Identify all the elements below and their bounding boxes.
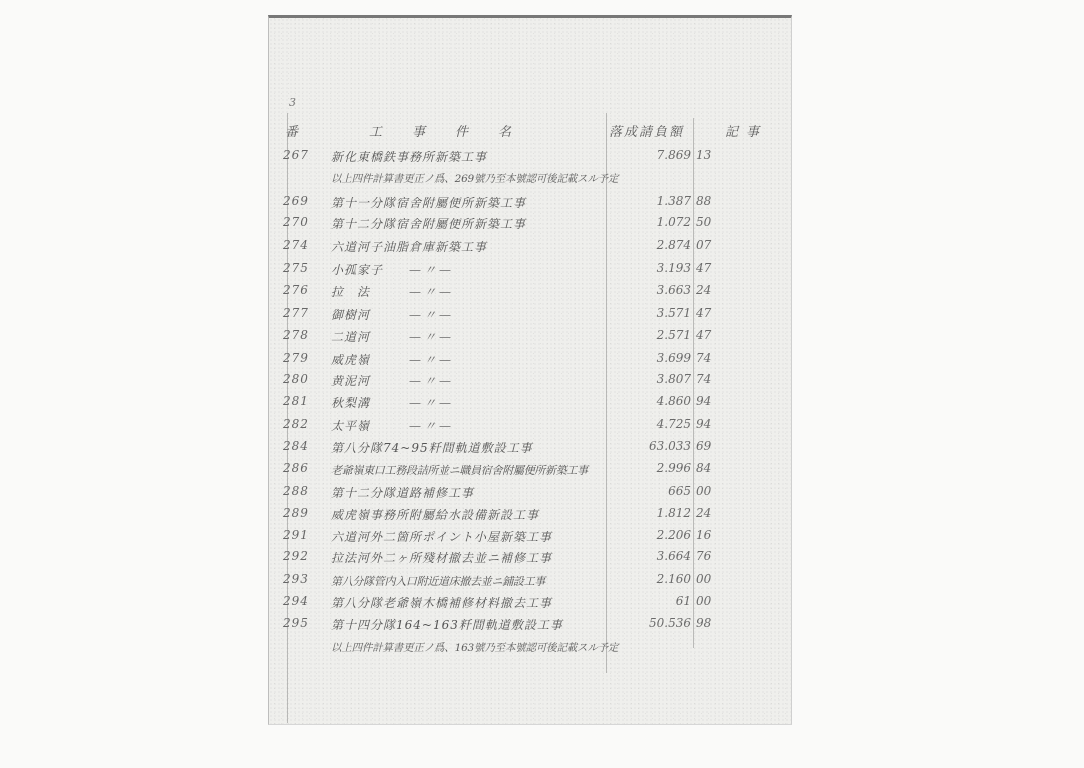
row-number: 276 xyxy=(283,283,309,297)
row-amount: 2.571 xyxy=(656,328,691,342)
row-number: 289 xyxy=(283,506,309,520)
ledger-page xyxy=(268,15,792,725)
sen-column-rule xyxy=(693,118,694,648)
header-work-name: 工事件名 xyxy=(369,125,542,140)
row-work-name: 老爺嶺東口工務段詰所並ニ職員宿舍附屬便所新築工事 xyxy=(331,464,588,477)
row-amount: 2.874 xyxy=(656,238,691,252)
row-amount-sen: 13 xyxy=(696,148,712,162)
ditto-mark: —〃— xyxy=(409,308,455,322)
row-amount-sen: 50 xyxy=(696,215,712,229)
row-number: 270 xyxy=(283,215,309,229)
row-work-name: 第十一分隊宿舍附屬便所新築工事 xyxy=(331,196,527,210)
row-amount-sen: 74 xyxy=(696,372,712,386)
row-amount-sen: 98 xyxy=(696,616,712,630)
row-amount-sen: 24 xyxy=(696,506,712,520)
ditto-mark: —〃— xyxy=(409,419,455,433)
row-work-name: 六道河外二箇所ポイント小屋新築工事 xyxy=(331,530,553,544)
row-number: 294 xyxy=(283,594,309,608)
row-amount: 4.725 xyxy=(656,417,691,431)
row-amount: 665 xyxy=(668,484,691,498)
row-number: 295 xyxy=(283,616,309,630)
row-amount: 1.812 xyxy=(656,506,691,520)
row-amount-sen: 94 xyxy=(696,417,712,431)
row-work-name: 第十二分隊宿舍附屬便所新築工事 xyxy=(331,217,527,231)
row-number: 292 xyxy=(283,549,309,563)
row-number: 280 xyxy=(283,372,309,386)
row-amount: 3.699 xyxy=(656,351,691,365)
row-amount: 3.663 xyxy=(656,283,691,297)
row-amount-sen: 16 xyxy=(696,528,712,542)
row-amount: 7.869 xyxy=(656,148,691,162)
row-number: 293 xyxy=(283,572,309,586)
row-number: 267 xyxy=(283,148,309,162)
header-remarks: 記事 xyxy=(725,125,768,140)
row-amount-sen: 74 xyxy=(696,351,712,365)
row-number: 269 xyxy=(283,194,309,208)
row-amount: 2.160 xyxy=(656,572,691,586)
row-work-name: 新化東橋鉄事務所新築工事 xyxy=(331,150,488,164)
ditto-mark: —〃— xyxy=(409,353,455,367)
ditto-mark: —〃— xyxy=(409,396,455,410)
row-amount-sen: 76 xyxy=(696,549,712,563)
row-amount-sen: 47 xyxy=(696,328,712,342)
ditto-mark: —〃— xyxy=(409,263,455,277)
row-work-name: 秋梨溝 xyxy=(331,396,371,410)
row-amount: 1.072 xyxy=(656,215,691,229)
row-work-name: 六道河子油脂倉庫新築工事 xyxy=(331,240,488,254)
row-note: 以上四件計算書更正ノ爲、163號乃至本號認可後記載スル予定 xyxy=(331,642,619,654)
row-amount: 2.996 xyxy=(656,461,691,475)
row-number: 281 xyxy=(283,394,309,408)
row-work-name: 黄泥河 xyxy=(331,374,371,388)
row-work-name: 威虎嶺 xyxy=(331,353,371,367)
row-work-name: 小孤家子 xyxy=(331,263,384,277)
row-amount: 4.860 xyxy=(656,394,691,408)
row-amount: 50.536 xyxy=(649,616,691,630)
row-work-name: 二道河 xyxy=(331,330,371,344)
row-number: 282 xyxy=(283,417,309,431)
row-amount-sen: 94 xyxy=(696,394,712,408)
row-amount: 2.206 xyxy=(656,528,691,542)
row-number: 288 xyxy=(283,484,309,498)
row-number: 278 xyxy=(283,328,309,342)
row-amount-sen: 69 xyxy=(696,439,712,453)
row-amount-sen: 00 xyxy=(696,572,712,586)
row-amount-sen: 88 xyxy=(696,194,712,208)
header-amount: 落成請負額 xyxy=(609,125,685,140)
row-work-name: 御樹河 xyxy=(331,308,371,322)
row-number: 279 xyxy=(283,351,309,365)
row-work-name: 拉法河外二ヶ所殘材撤去並ニ補修工事 xyxy=(331,551,553,565)
row-number: 284 xyxy=(283,439,309,453)
row-amount-sen: 00 xyxy=(696,484,712,498)
row-amount-sen: 47 xyxy=(696,306,712,320)
row-amount-sen: 84 xyxy=(696,461,712,475)
header-number: 番 xyxy=(285,125,299,140)
row-number: 291 xyxy=(283,528,309,542)
row-work-name: 第十二分隊道路補修工事 xyxy=(331,486,475,500)
row-work-name: 第八分隊老爺嶺木橋補修材料撤去工事 xyxy=(331,596,553,610)
row-amount: 63.033 xyxy=(649,439,691,453)
ditto-mark: —〃— xyxy=(409,330,455,344)
row-amount: 3.664 xyxy=(656,549,691,563)
row-work-name: 太平嶺 xyxy=(331,419,371,433)
row-work-name: 第八分隊74~95粁間軌道敷設工事 xyxy=(331,441,533,455)
row-number: 277 xyxy=(283,306,309,320)
row-amount: 1.387 xyxy=(656,194,691,208)
page-mark: 3 xyxy=(289,96,296,109)
row-note: 以上四件計算書更正ノ爲、269號乃至本號認可後記載スル予定 xyxy=(331,173,619,185)
ditto-mark: —〃— xyxy=(409,285,455,299)
ditto-mark: —〃— xyxy=(409,374,455,388)
row-number: 286 xyxy=(283,461,309,475)
row-amount-sen: 47 xyxy=(696,261,712,275)
row-amount-sen: 24 xyxy=(696,283,712,297)
row-amount-sen: 00 xyxy=(696,594,712,608)
row-amount: 3.193 xyxy=(656,261,691,275)
row-amount: 3.571 xyxy=(656,306,691,320)
row-amount: 61 xyxy=(675,594,691,608)
row-work-name: 第十四分隊164~163粁間軌道敷設工事 xyxy=(331,618,563,632)
row-number: 274 xyxy=(283,238,309,252)
row-work-name: 威虎嶺事務所附屬給水設備新設工事 xyxy=(331,508,540,522)
row-amount-sen: 07 xyxy=(696,238,712,252)
row-work-name: 拉 法 xyxy=(331,285,371,299)
row-work-name: 第八分隊管内入口附近道床撤去並ニ鋪設工事 xyxy=(331,575,545,588)
row-amount: 3.807 xyxy=(656,372,691,386)
row-number: 275 xyxy=(283,261,309,275)
